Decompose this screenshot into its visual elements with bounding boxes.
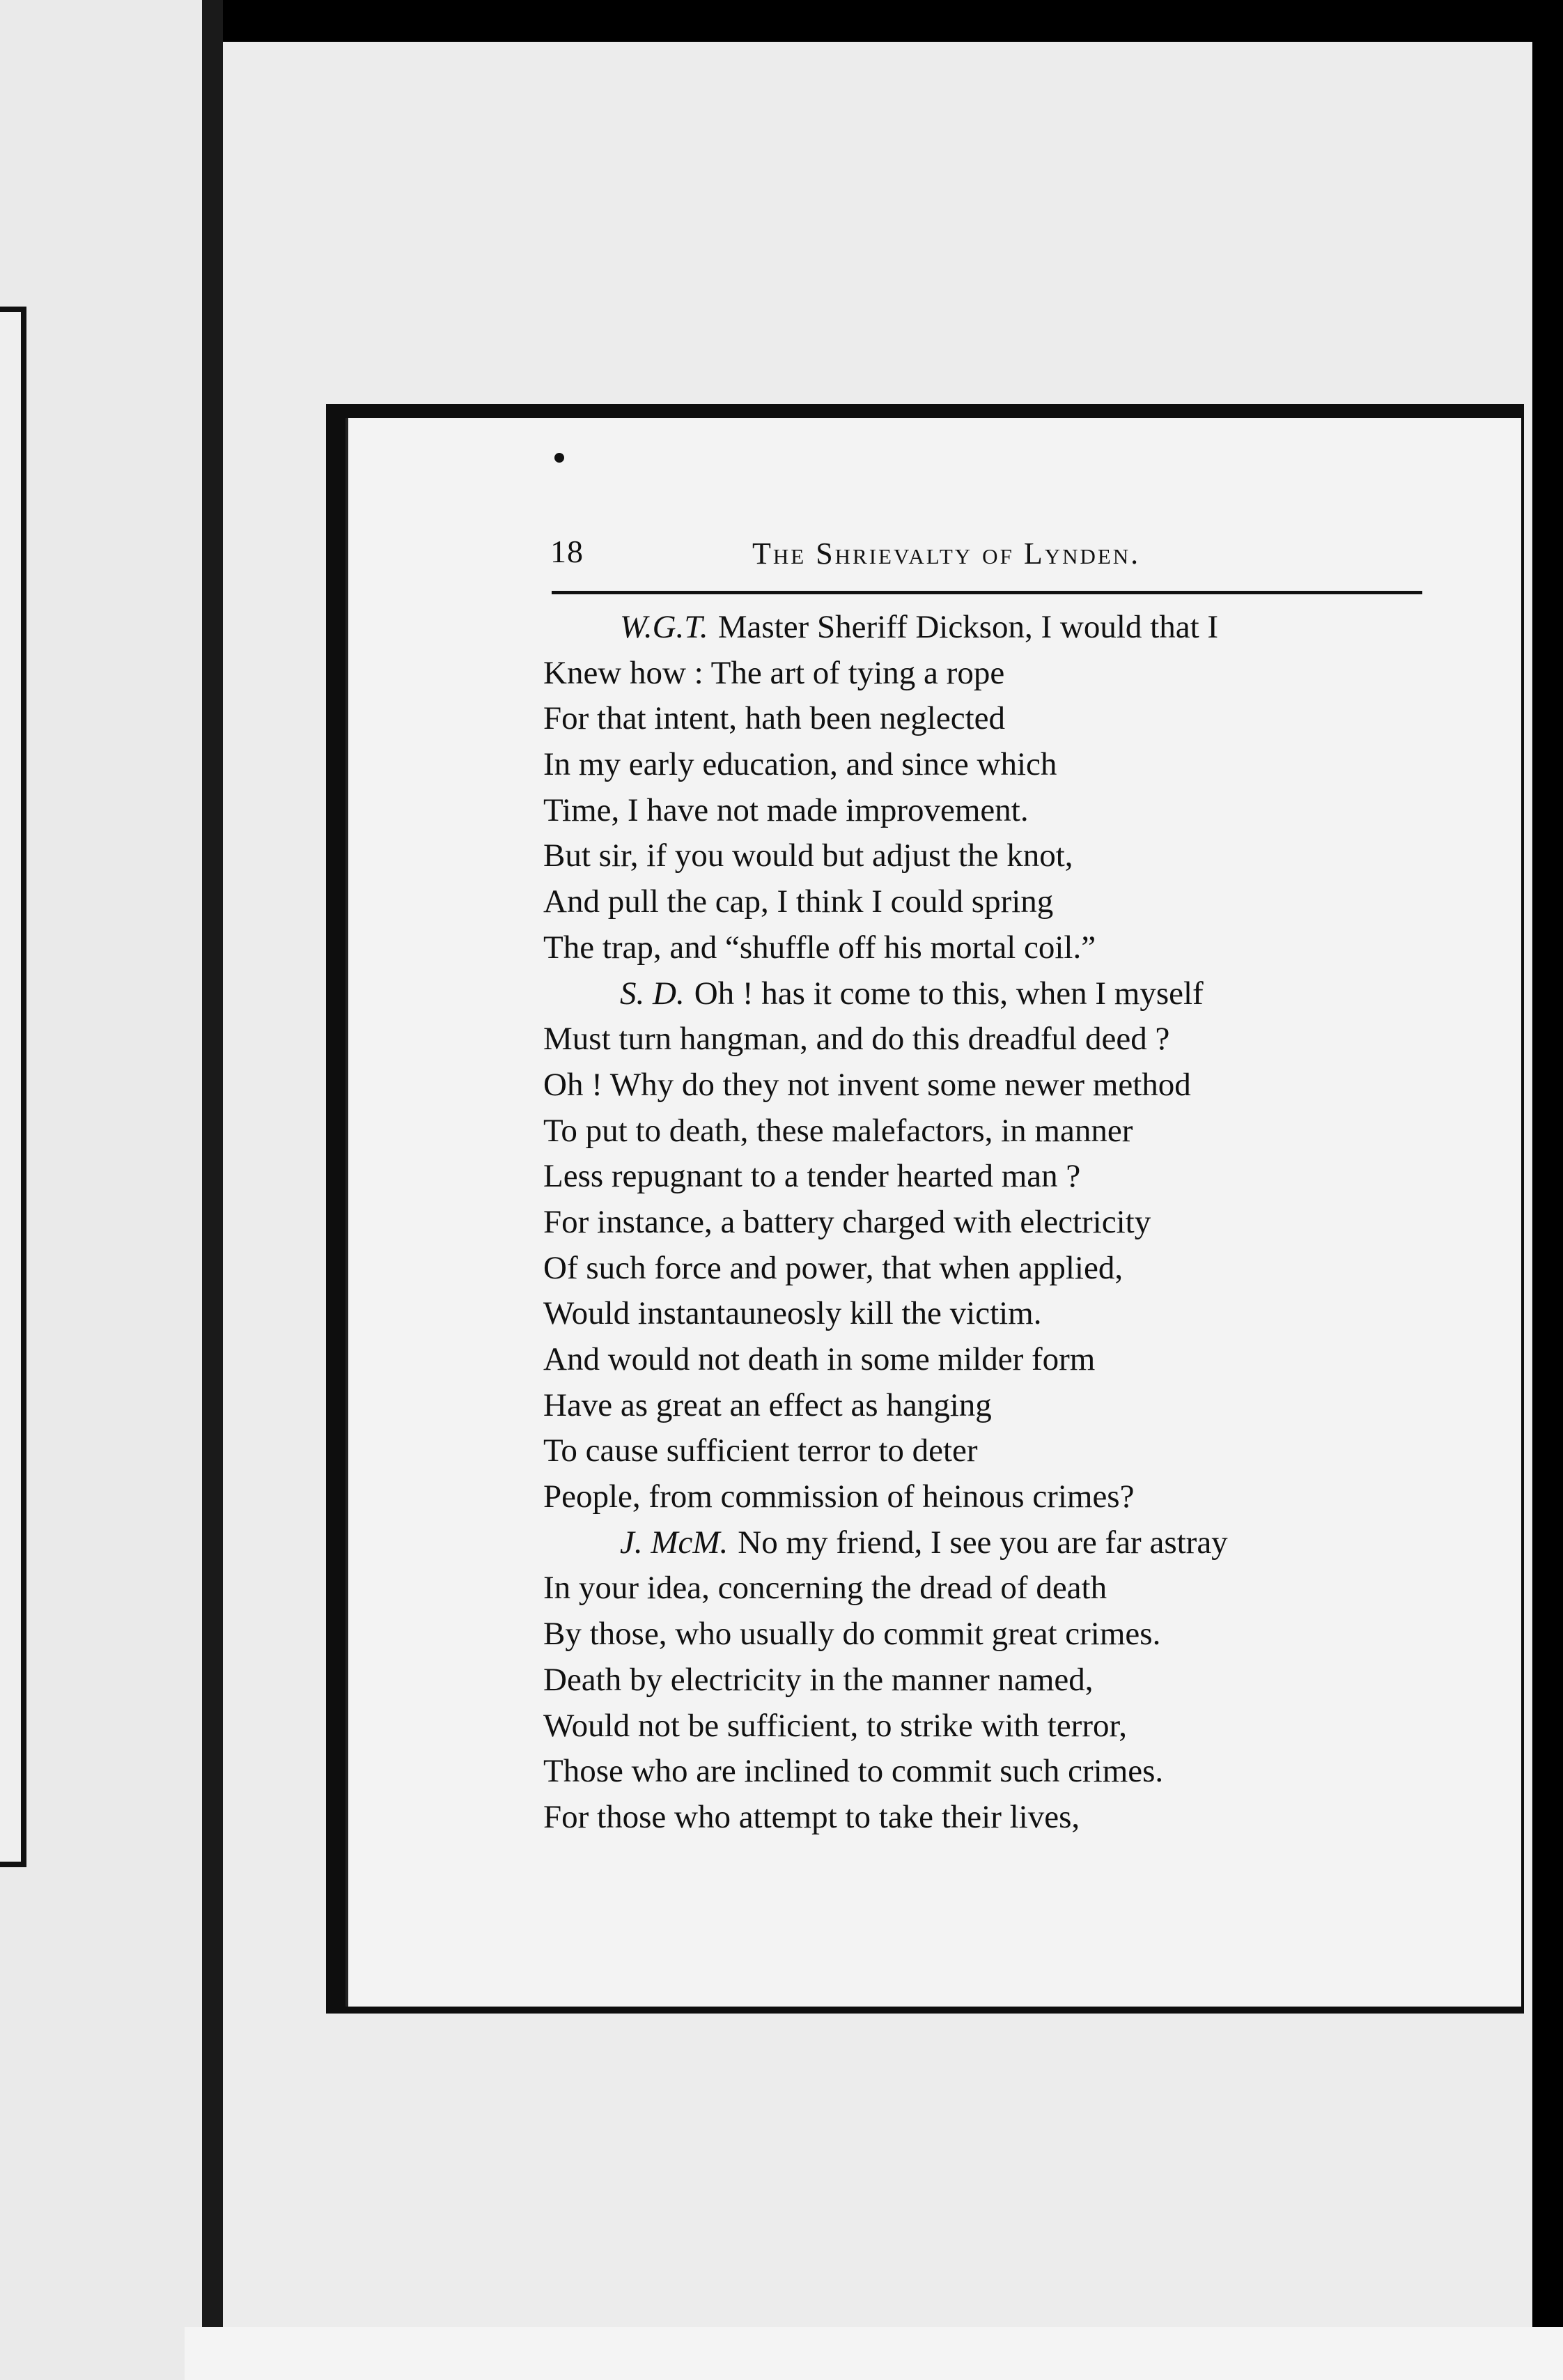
text-line xyxy=(543,1428,1449,1474)
line-text: Would instantauneosly kill the victim. xyxy=(543,1295,1042,1332)
header-rule xyxy=(552,591,1422,594)
line-text: For that intent, hath been neglected xyxy=(543,700,1006,737)
text-line xyxy=(543,1703,1449,1749)
line-text: No my friend, I see you are far astray xyxy=(738,1524,1228,1561)
line-text: To cause sufficient terror to deter xyxy=(543,1432,978,1469)
text-line xyxy=(543,1017,1449,1062)
line-text: But sir, if you would but adjust the knot, xyxy=(543,837,1073,874)
bottom-margin xyxy=(185,2327,1563,2380)
text-line xyxy=(543,742,1449,788)
line-text: People, from commission of heinous crimes? xyxy=(543,1478,1135,1515)
running-head xyxy=(550,533,1275,583)
line-text: Master Sheriff Dickson, I would that I xyxy=(717,609,1219,645)
speaker-name: J. McM. xyxy=(620,1524,729,1561)
text-line xyxy=(543,1795,1449,1841)
left-inner-page-edge xyxy=(0,307,26,1867)
line-text: To put to death, these malefactors, in manner xyxy=(543,1112,1133,1149)
speaker-name: W.G.T. xyxy=(620,609,708,645)
text-line xyxy=(543,1474,1449,1520)
line-text: Less repugnant to a tender hearted man ? xyxy=(543,1158,1081,1195)
text-line xyxy=(543,833,1449,879)
text-line xyxy=(543,925,1449,971)
text-line xyxy=(543,1108,1449,1154)
line-text: The trap, and “shuffle off his mortal coil.” xyxy=(543,929,1096,966)
text-line xyxy=(543,1200,1449,1246)
text-line xyxy=(543,1520,1449,1566)
line-text: For instance, a battery charged with electricity xyxy=(543,1203,1151,1240)
text-line xyxy=(543,788,1449,834)
line-text: Would not be sufficient, to strike with terror, xyxy=(543,1707,1127,1744)
text-line xyxy=(543,1749,1449,1795)
line-text: Time, I have not made improvement. xyxy=(543,791,1029,828)
text-line xyxy=(543,651,1449,697)
line-text: In your idea, concerning the dread of death xyxy=(543,1570,1107,1607)
text-line xyxy=(543,605,1449,651)
text-line xyxy=(543,879,1449,925)
text-line xyxy=(543,1154,1449,1200)
text-line xyxy=(543,1383,1449,1429)
line-text: Death by electricity in the manner named, xyxy=(543,1661,1094,1698)
line-text: And pull the cap, I think I could spring xyxy=(543,883,1054,920)
text-line xyxy=(543,1337,1449,1383)
verse-text xyxy=(543,605,1449,1841)
line-text: By those, who usually do commit great crimes. xyxy=(543,1616,1161,1653)
line-text: Have as great an effect as hanging xyxy=(543,1386,992,1423)
text-line xyxy=(543,1612,1449,1658)
page-number: 18 xyxy=(550,534,584,569)
line-text: In my early education, and since which xyxy=(543,746,1057,783)
text-line xyxy=(543,696,1449,742)
speaker-name: S. D. xyxy=(620,975,685,1012)
text-line xyxy=(543,971,1449,1017)
line-text: Oh ! Why do they not invent some newer method xyxy=(543,1066,1191,1103)
line-text: Knew how : The art of tying a rope xyxy=(543,654,1005,691)
left-page-fragment xyxy=(0,0,202,2380)
line-text: Those who are inclined to commit such crimes. xyxy=(543,1753,1164,1790)
line-text: Of such force and power, that when applied, xyxy=(543,1249,1123,1286)
text-line xyxy=(543,1062,1449,1108)
line-text: Must turn hangman, and do this dreadful deed ? xyxy=(543,1021,1170,1058)
ink-dot xyxy=(554,453,564,463)
text-line xyxy=(543,1291,1449,1337)
text-line xyxy=(543,1658,1449,1703)
line-text: And would not death in some milder form xyxy=(543,1341,1096,1377)
line-text: Oh ! has it come to this, when I myself xyxy=(694,975,1204,1012)
text-line xyxy=(543,1566,1449,1612)
running-title: The Shrievalty of Lynden. xyxy=(752,536,1141,571)
book-gutter xyxy=(202,0,223,2380)
text-line xyxy=(543,1246,1449,1292)
line-text: For those who attempt to take their lives, xyxy=(543,1798,1080,1835)
